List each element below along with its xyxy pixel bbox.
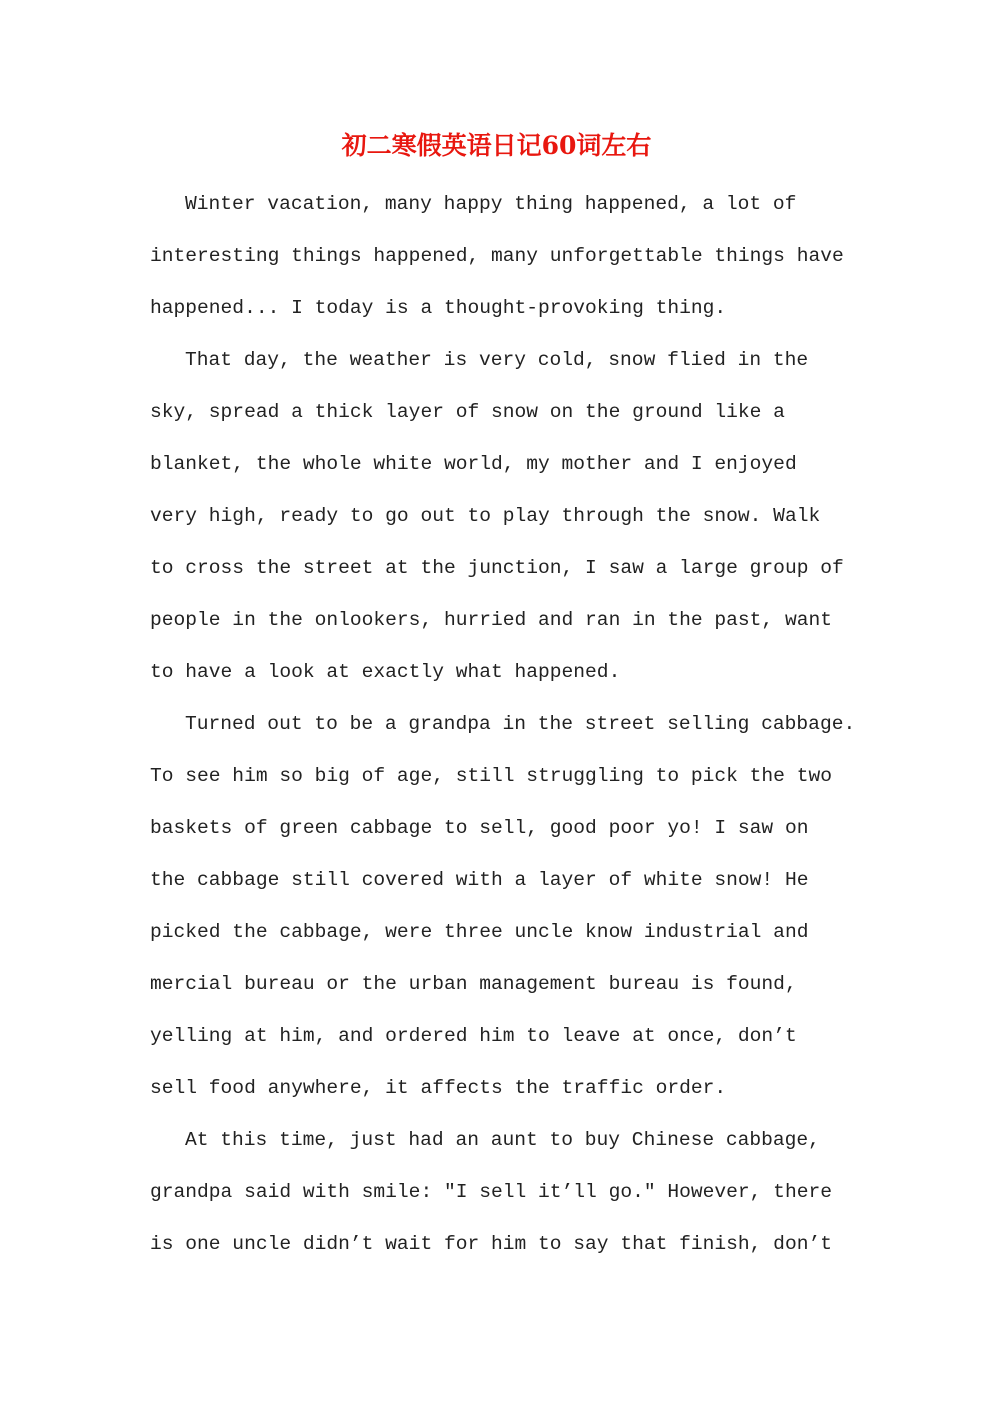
paragraph-line: to cross the street at the junction, I saw a large group of [150,557,844,579]
document-title: 初二寒假英语日记60词左右 [341,131,652,160]
paragraph-line: mercial bureau or the urban management bureau is found, [150,973,797,995]
paragraph-line: To see him so big of age, still struggling to pick the two [150,765,832,787]
paragraph-line: blanket, the whole white world, my mother and I enjoyed [150,453,797,475]
paragraph-line: very high, ready to go out to play through the snow. Walk [150,505,821,527]
paragraph-line: Turned out to be a grandpa in the street selling cabbage. [185,713,856,735]
paragraph-line: is one uncle didn’t wait for him to say that finish, don’t [150,1233,832,1255]
paragraph-line: That day, the weather is very cold, snow flied in the [185,349,809,371]
paragraph-line: people in the onlookers, hurried and ran in the past, want [150,609,832,631]
paragraph-line: to have a look at exactly what happened. [150,661,621,683]
paragraph-line: yelling at him, and ordered him to leave at once, don’t [150,1025,797,1047]
paragraph-line: Winter vacation, many happy thing happened, a lot of [185,193,797,215]
paragraph-line: grandpa said with smile: ″I sell it’ll go.″ However, there [150,1181,832,1203]
paragraph-line: baskets of green cabbage to sell, good poor yo! I saw on [150,817,809,839]
paragraph-line: At this time, just had an aunt to buy Chinese cabbage, [185,1129,820,1151]
paragraph-line: happened... I today is a thought-provoking thing. [150,297,727,319]
paragraph-line: the cabbage still covered with a layer of white snow! He [150,869,809,891]
document-body [150,178,856,1270]
paragraph-line: interesting things happened, many unforgettable things have [150,245,844,267]
paragraph-line: sell food anywhere, it affects the traffic order. [150,1077,727,1099]
paragraph-line: picked the cabbage, were three uncle know industrial and [150,921,809,943]
paragraph-line: sky, spread a thick layer of snow on the ground like a [150,401,785,423]
